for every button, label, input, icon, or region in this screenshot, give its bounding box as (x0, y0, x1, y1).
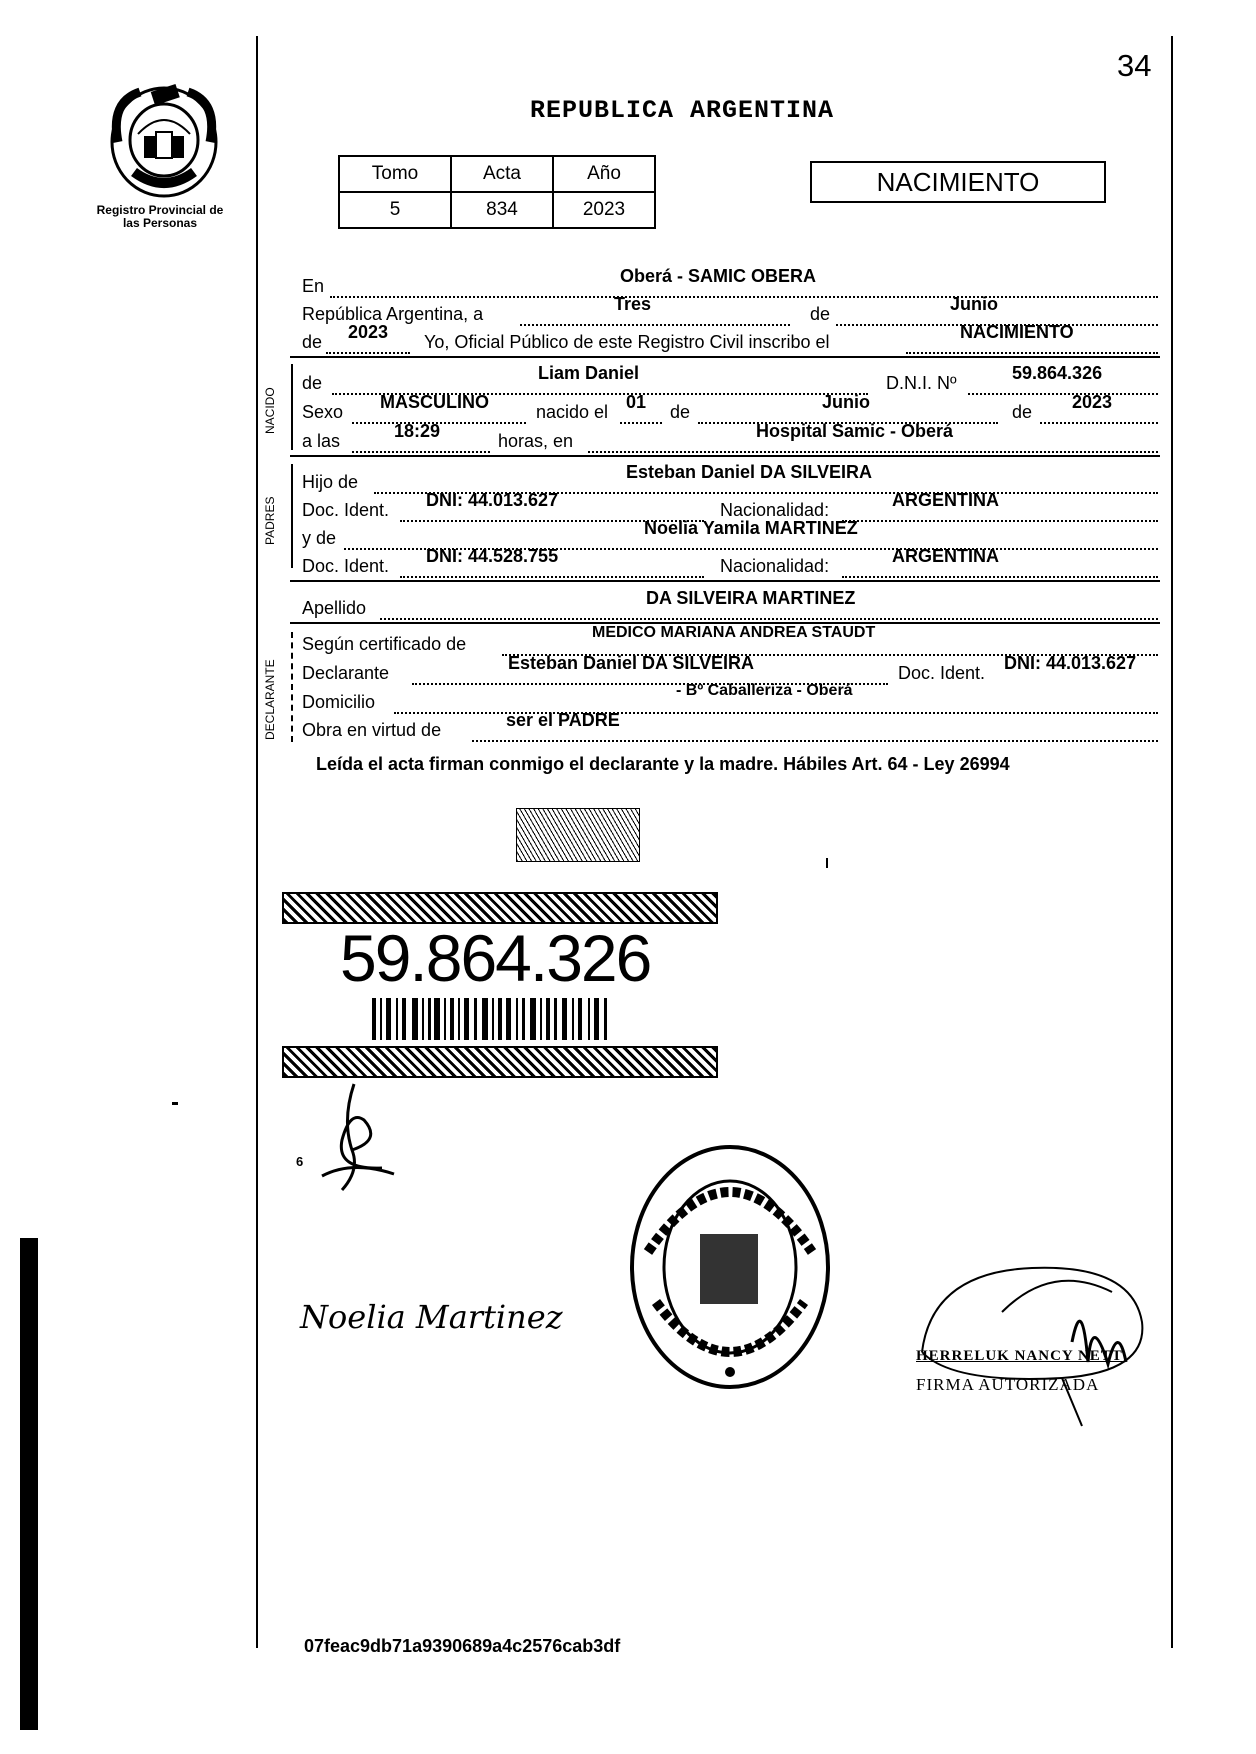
child-name: Liam Daniel (538, 363, 640, 383)
side-label-nacido: NACIDO (263, 387, 277, 434)
left-margin-line (256, 36, 258, 1648)
mother-nat-label: Nacionalidad: (720, 556, 830, 576)
date-de-label: de (810, 304, 831, 324)
place-row (302, 266, 1158, 298)
father-nat: ARGENTINA (892, 490, 999, 510)
born-de-label: de (670, 402, 691, 422)
declarante-doc-label: Doc. Ident. (898, 663, 986, 683)
scan-speck (826, 858, 828, 868)
mother-signature: Noelia Martinez (300, 1298, 563, 1336)
separator (290, 356, 1160, 358)
mark-six: 6 (296, 1154, 304, 1169)
security-pattern (516, 808, 640, 862)
hours-label: horas, en (498, 431, 574, 451)
year-row (302, 322, 1158, 354)
cert-label: Según certificado de (302, 634, 467, 654)
domicilio-label: Domicilio (302, 692, 376, 712)
ref-header-acta: Acta (451, 156, 553, 192)
year-value: 2023 (348, 322, 389, 342)
father-name: Esteban Daniel DA SILVEIRA (626, 462, 873, 482)
dni-sticker-number: 59.864.326 (340, 921, 651, 995)
scan-speck (172, 1102, 178, 1105)
barcode-icon (372, 998, 612, 1040)
name-label: de (302, 373, 323, 393)
sex-label: Sexo (302, 402, 344, 422)
sticker-band-bottom (282, 1046, 718, 1078)
child-sex: MASCULINO (380, 392, 489, 412)
cert-value: MEDICO MARIANA ANDREA STAUDT (592, 624, 876, 641)
bracket (291, 364, 293, 450)
declarante-doc: DNI: 44.013.627 (1004, 653, 1137, 673)
right-margin-line (1171, 36, 1173, 1648)
dni-label: D.N.I. Nº (886, 373, 957, 393)
born-de2-label: de (1012, 402, 1033, 422)
mother-doc-row (302, 546, 1158, 578)
birth-hospital: Hospital Samic - Oberá (756, 421, 954, 441)
born-month: Junio (822, 392, 870, 412)
father-label: Hijo de (302, 472, 359, 492)
mother-name: Noelia Yamila MARTINEZ (644, 518, 858, 538)
firma-autorizada: FIRMA AUTORIZADA (916, 1375, 1100, 1394)
date-label: República Argentina, a (302, 304, 484, 324)
bracket (291, 464, 293, 568)
ref-header-anio: Año (553, 156, 655, 192)
ref-value-tomo: 5 (339, 192, 451, 228)
father-nat-label: Nacionalidad: (720, 500, 830, 520)
year-type: NACIMIENTO (960, 322, 1074, 342)
record-type-box: NACIMIENTO (810, 161, 1106, 203)
surname-row (302, 588, 1158, 620)
surname-value: DA SILVEIRA MARTINEZ (646, 588, 856, 608)
obra-label: Obra en virtud de (302, 720, 442, 740)
declarant-signature-icon (312, 1080, 402, 1202)
separator (290, 580, 1160, 582)
mother-doc-label: Doc. Ident. (302, 556, 390, 576)
year-de-label: de (302, 332, 323, 352)
birth-time: 18:29 (394, 421, 441, 441)
side-label-padres: PADRES (263, 496, 277, 545)
obra-value: ser el PADRE (506, 710, 620, 730)
document-hash: 07feac9db71a9390689a4c2576cab3df (304, 1636, 621, 1656)
scan-edge-bar (20, 1238, 38, 1730)
ref-value-acta: 834 (451, 192, 553, 228)
reference-table (338, 155, 656, 229)
date-month: Junio (950, 294, 998, 314)
bracket (291, 632, 293, 742)
ref-value-anio: 2023 (553, 192, 655, 228)
closing-remark: Leída el acta firman conmigo el declarante y la madre. Hábiles Art. 64 - Ley 26994 (316, 754, 1010, 774)
page-number: 34 (1117, 48, 1152, 83)
domicilio-value: - Bº Caballeriza - Oberá (676, 682, 853, 699)
official-name: HERRELUK NANCY NETT (916, 1348, 1123, 1364)
misiones-coat-of-arms-icon (104, 82, 224, 198)
surname-label: Apellido (302, 598, 367, 618)
ref-header-tomo: Tomo (339, 156, 451, 192)
side-label-declarante: DECLARANTE (263, 659, 277, 740)
place-label: En (302, 276, 325, 296)
domicilio-row (302, 682, 1158, 714)
separator (290, 455, 1160, 457)
country-heading: REPUBLICA ARGENTINA (530, 96, 835, 125)
place-value: Oberá - SAMIC OBERA (620, 266, 817, 286)
born-day: 01 (626, 392, 647, 412)
registry-name: Registro Provincial de las Personas (96, 203, 224, 230)
mother-doc: DNI: 44.528.755 (426, 546, 559, 566)
father-doc-label: Doc. Ident. (302, 500, 390, 520)
child-dni: 59.864.326 (1012, 363, 1103, 383)
declarante-label: Declarante (302, 663, 390, 683)
time-label: a las (302, 431, 341, 451)
authorized-signature-icon (912, 1252, 1152, 1430)
year-text: Yo, Oficial Público de este Registro Civil inscribo el (424, 332, 830, 352)
obra-row (302, 710, 1158, 742)
declarante-name: Esteban Daniel DA SILVEIRA (508, 653, 755, 673)
date-day: Tres (614, 294, 652, 314)
mother-nat: ARGENTINA (892, 546, 999, 566)
born-label: nacido el (536, 402, 609, 422)
father-doc: DNI: 44.013.627 (426, 490, 559, 510)
mother-label: y de (302, 528, 337, 548)
born-year: 2023 (1072, 392, 1113, 412)
time-row (302, 421, 1158, 453)
official-stamp-icon (628, 1142, 832, 1392)
